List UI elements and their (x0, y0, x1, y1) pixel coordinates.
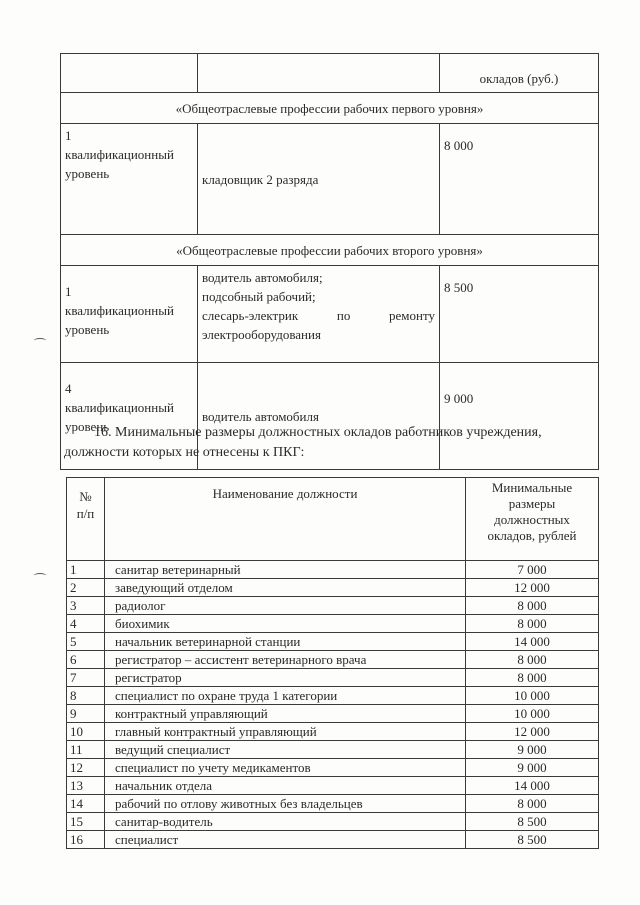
salary-value: 8 000 (466, 651, 599, 669)
table-row (67, 597, 599, 615)
row-number: 16 (67, 831, 105, 849)
row-number: 15 (67, 813, 105, 831)
position-word: по (336, 308, 351, 323)
table-row (67, 705, 599, 723)
table-row (67, 723, 599, 741)
header-cell-empty (61, 54, 198, 93)
level-suffix: уровень (65, 322, 110, 337)
row-number: 1 (67, 561, 105, 579)
header-salary-line: размеры (508, 496, 556, 511)
position-name: биохимик (105, 615, 466, 633)
position-name: радиолог (105, 597, 466, 615)
position-name: рабочий по отлову животных без владельцев (105, 795, 466, 813)
row-number: 14 (67, 795, 105, 813)
row-number: 6 (67, 651, 105, 669)
table-header-row (67, 478, 599, 561)
header-salary-line: должностных (494, 512, 570, 527)
table-row (61, 124, 599, 235)
header-cell-name: Наименование должности (105, 478, 466, 561)
salary-cell: 8 500 (440, 266, 599, 363)
salary-value: 8 000 (466, 615, 599, 633)
table-row (67, 759, 599, 777)
position-line: подсобный рабочий; (202, 289, 316, 304)
row-number: 7 (67, 669, 105, 687)
row-number: 13 (67, 777, 105, 795)
position-cell: водитель автомобиля (198, 363, 440, 470)
header-salary-line: Минимальные (491, 480, 573, 495)
margin-mark (34, 573, 46, 578)
paragraph-line: должности которых не отнесены к ПКГ: (64, 445, 305, 460)
level-cell (61, 124, 198, 235)
row-number: 5 (67, 633, 105, 651)
level-number: 1 (65, 284, 72, 299)
level-word: квалификационный (65, 400, 174, 415)
table-row (67, 579, 599, 597)
header-cell-number (67, 478, 105, 561)
header-cell-salary (466, 478, 599, 561)
level-word: квалификационный (65, 303, 174, 318)
section-title: «Общеотраслевые профессии рабочих первого уровня» (61, 93, 599, 124)
section-title: «Общеотраслевые профессии рабочих второго уровня» (61, 235, 599, 266)
position-name: регистратор (105, 669, 466, 687)
position-name: контрактный управляющий (105, 705, 466, 723)
position-name: специалист по учету медикаментов (105, 759, 466, 777)
salary-table (66, 477, 599, 849)
row-number: 10 (67, 723, 105, 741)
position-name: начальник ветеринарной станции (105, 633, 466, 651)
table-row (67, 633, 599, 651)
table-row (67, 561, 599, 579)
row-number: 8 (67, 687, 105, 705)
position-name: санитар-водитель (105, 813, 466, 831)
position-name: специалист по охране труда 1 категории (105, 687, 466, 705)
header-number-label: п/п (76, 506, 95, 521)
row-number: 3 (67, 597, 105, 615)
position-line: электрооборудования (202, 327, 321, 342)
salary-table-body (67, 561, 599, 849)
position-name: главный контрактный управляющий (105, 723, 466, 741)
table-row (61, 266, 599, 363)
table-row (67, 651, 599, 669)
level-number: 1 (65, 128, 72, 143)
level-suffix: уровень (65, 419, 110, 434)
section-row (61, 93, 599, 124)
header-number-symbol: № (79, 489, 92, 504)
table-row (67, 741, 599, 759)
level-cell (61, 266, 198, 363)
header-salary-line: окладов, рублей (487, 528, 577, 543)
table-row (67, 669, 599, 687)
level-suffix: уровень (65, 166, 110, 181)
salary-cell: 9 000 (440, 363, 599, 470)
position-line: водитель автомобиля; (202, 270, 323, 285)
salary-value: 12 000 (466, 723, 599, 741)
table-row (67, 615, 599, 633)
row-number: 4 (67, 615, 105, 633)
position-cell: кладовщик 2 разряда (198, 124, 440, 235)
position-name: ведущий специалист (105, 741, 466, 759)
position-word: ремонту (389, 308, 435, 323)
paragraph-line: 16. Минимальные размеры должностных окладов работников учреждения, (94, 425, 542, 440)
row-number: 2 (67, 579, 105, 597)
qualification-table (60, 53, 599, 470)
position-name: регистратор – ассистент ветеринарного врача (105, 651, 466, 669)
margin-mark (34, 338, 46, 343)
position-cell (198, 266, 440, 363)
header-cell-empty (198, 54, 440, 93)
section-row (61, 235, 599, 266)
position-name: начальник отдела (105, 777, 466, 795)
section-paragraph (64, 423, 598, 463)
salary-value: 8 000 (466, 795, 599, 813)
table-row (67, 831, 599, 849)
header-cell-salary: окладов (руб.) (440, 54, 599, 93)
position-line (202, 306, 435, 325)
position-name: специалист (105, 831, 466, 849)
level-number: 4 (65, 381, 72, 396)
table-row (67, 795, 599, 813)
salary-value: 12 000 (466, 579, 599, 597)
salary-value: 14 000 (466, 633, 599, 651)
table-row (67, 777, 599, 795)
row-number: 11 (67, 741, 105, 759)
salary-value: 8 000 (466, 597, 599, 615)
table-row (67, 813, 599, 831)
row-number: 9 (67, 705, 105, 723)
salary-value: 9 000 (466, 759, 599, 777)
position-name: заведующий отделом (105, 579, 466, 597)
salary-value: 8 500 (466, 813, 599, 831)
salary-value: 14 000 (466, 777, 599, 795)
table-row (67, 687, 599, 705)
salary-value: 8 500 (466, 831, 599, 849)
salary-value: 10 000 (466, 687, 599, 705)
position-name: санитар ветеринарный (105, 561, 466, 579)
salary-value: 9 000 (466, 741, 599, 759)
salary-value: 7 000 (466, 561, 599, 579)
salary-value: 10 000 (466, 705, 599, 723)
table-header-row (61, 54, 599, 93)
position-word: слесарь-электрик (202, 308, 299, 323)
row-number: 12 (67, 759, 105, 777)
salary-cell: 8 000 (440, 124, 599, 235)
level-word: квалификационный (65, 147, 174, 162)
salary-value: 8 000 (466, 669, 599, 687)
